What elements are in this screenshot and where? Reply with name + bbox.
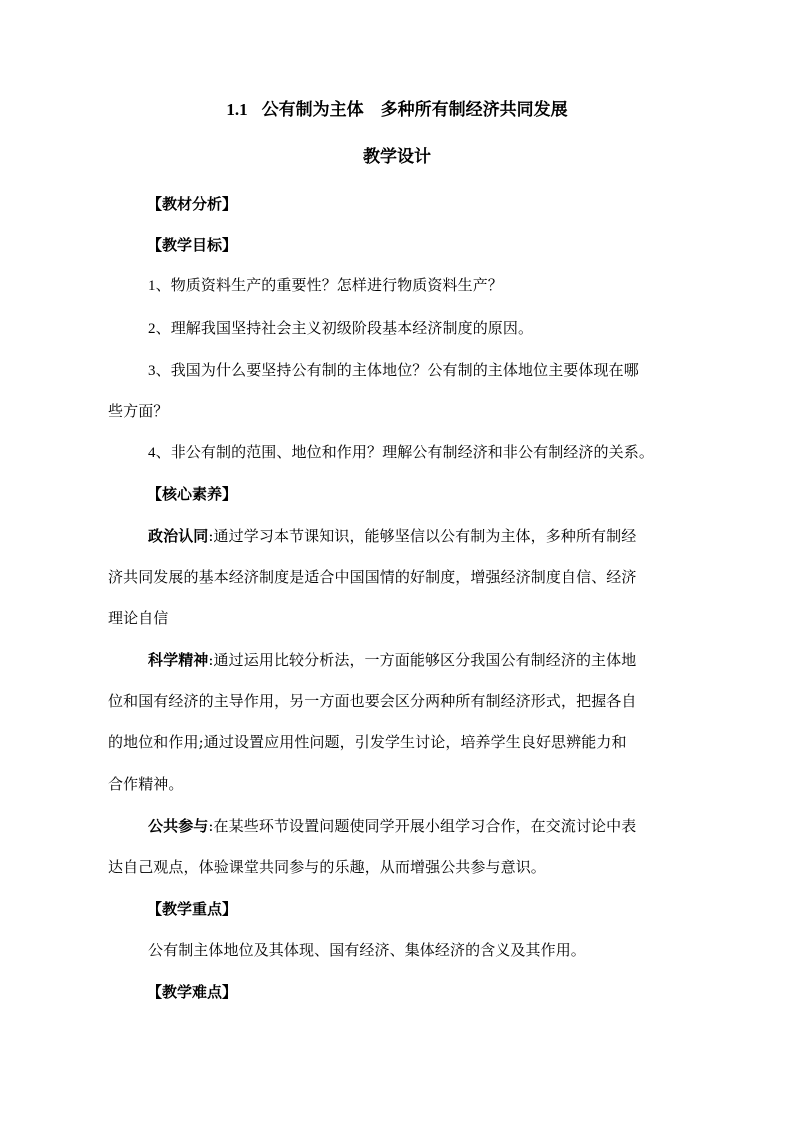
title-part-1: 公有制为主体 <box>261 100 364 120</box>
heading-teaching-goals: 【教学目标】 <box>147 236 238 254</box>
goal-item-3-continued: 些方面？ <box>108 402 169 420</box>
goal-number: 3 <box>148 363 156 379</box>
heading-teaching-key-points: 【教学重点】 <box>147 900 238 918</box>
goal-item-4 <box>148 441 698 464</box>
political-identity-line-3: 理论自信 <box>108 609 169 627</box>
political-identity-text: :通过学习本节课知识，能够坚信以公有制为主体，多种所有制经 <box>208 527 637 545</box>
title-number: 1.1 <box>226 100 248 119</box>
heading-core-literacy: 【核心素养】 <box>147 485 238 503</box>
goal-item-3 <box>148 359 698 382</box>
goal-item-2 <box>148 317 698 340</box>
political-identity-line-2: 济共同发展的基本经济制度是适合中国国情的好制度，增强经济制度自信、经济 <box>108 568 637 586</box>
goal-number: 4 <box>148 445 156 461</box>
goal-number: 1 <box>148 278 156 294</box>
public-participation-paragraph <box>148 815 698 837</box>
heading-teaching-difficulties: 【教学难点】 <box>147 983 238 1001</box>
goal-text: 、理解我国坚持社会主义初级阶段基本经济制度的原因。 <box>155 319 534 337</box>
goal-text: 、非公有制的范围、地位和作用？理解公有制经济和非公有制经济的关系。 <box>155 443 654 461</box>
scientific-spirit-line-4: 合作精神。 <box>108 775 184 793</box>
scientific-spirit-label: 科学精神 <box>148 651 209 669</box>
goal-text: 、物质资料生产的重要性？怎样进行物质资料生产？ <box>155 276 503 294</box>
title-part-2: 多种所有制经济共同发展 <box>380 100 568 120</box>
scientific-spirit-line-2: 位和国有经济的主导作用，另一方面也要会区分两种所有制经济形式，把握各自 <box>108 692 637 710</box>
goal-text: 、我国为什么要坚持公有制的主体地位？公有制的主体地位主要体现在哪 <box>155 361 639 379</box>
scientific-spirit-text: :通过运用比较分析法，一方面能够区分我国公有制经济的主体地 <box>208 651 637 669</box>
scientific-spirit-line-3: 的地位和作用;通过设置应用性问题，引发学生讨论，培养学生良好思辨能力和 <box>108 733 627 751</box>
public-participation-line-2: 达自己观点，体验课堂共同参与的乐趣，从而增强公共参与意识。 <box>108 858 546 876</box>
key-points-text: 公有制主体地位及其体现、国有经济、集体经济的含义及其作用。 <box>148 941 586 959</box>
goal-item-1 <box>148 274 698 297</box>
public-participation-text: :在某些环节设置问题使同学开展小组学习合作，在交流讨论中表 <box>208 817 637 835</box>
scientific-spirit-paragraph <box>148 649 698 671</box>
document-title <box>0 98 794 122</box>
political-identity-label: 政治认同 <box>148 527 209 545</box>
heading-textbook-analysis: 【教材分析】 <box>147 195 238 213</box>
goal-number: 2 <box>148 321 156 337</box>
political-identity-paragraph <box>148 525 698 547</box>
document-subtitle: 教学设计 <box>363 147 431 167</box>
public-participation-label: 公共参与 <box>148 817 209 835</box>
